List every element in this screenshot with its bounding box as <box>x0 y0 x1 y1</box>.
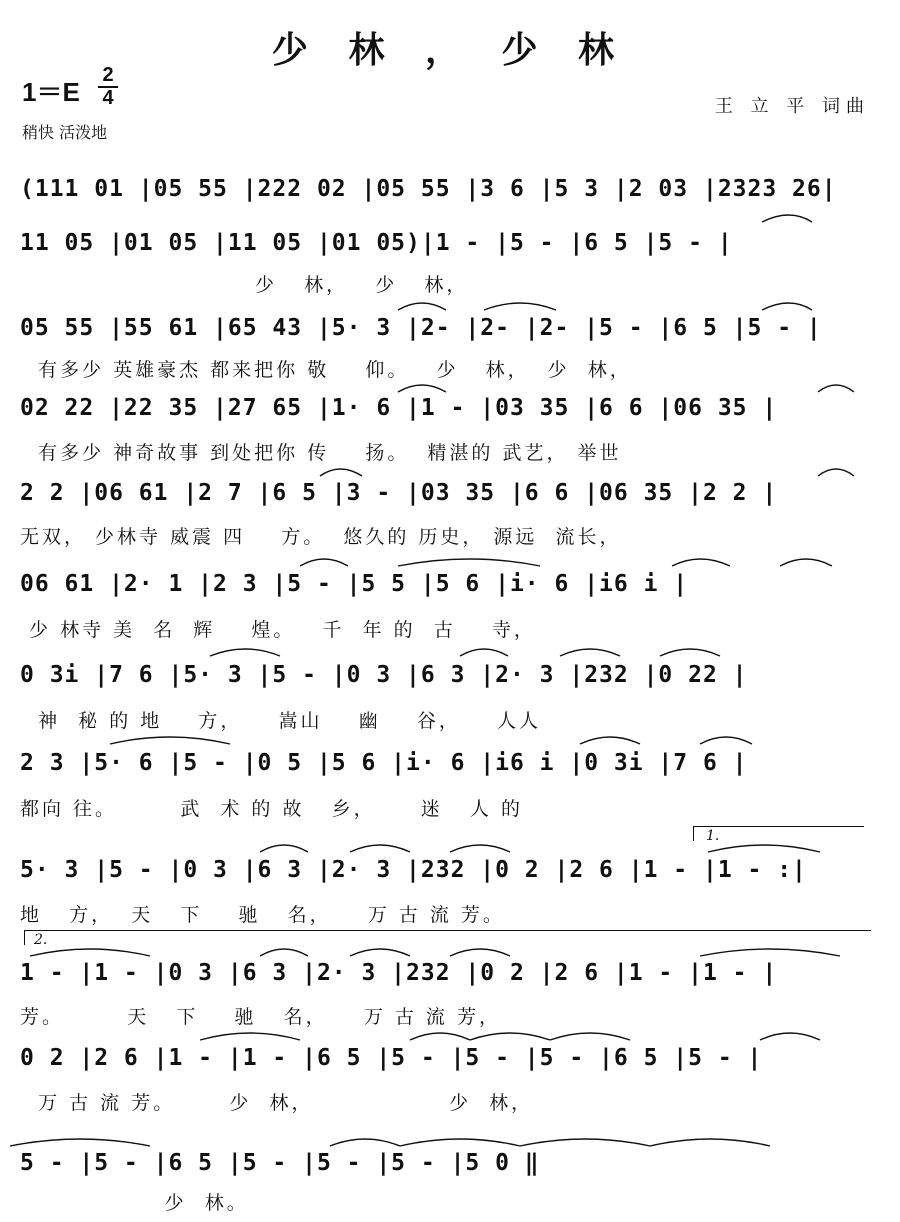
slur <box>700 949 840 956</box>
music-line-10: 1 - |1 - |0 3 |6 3 |2· 3 |232 |0 2 |2 6 |1 - |1 - | <box>20 960 778 986</box>
slur <box>300 559 348 566</box>
slur <box>260 949 308 956</box>
slur <box>460 649 508 656</box>
slur <box>398 303 446 310</box>
slur <box>330 1139 400 1146</box>
slur <box>400 1139 520 1146</box>
slur <box>580 737 640 744</box>
lyric-line-2: 少 林， 少 林， <box>20 274 469 296</box>
slur <box>760 1033 820 1040</box>
slur <box>550 1033 630 1040</box>
lyric-line-8: 都向 往。 武 术 的 故 乡， 迷 人 的 <box>20 798 523 820</box>
first-ending-label: 1. <box>706 828 720 844</box>
music-line-3: 05 55 |55 61 |65 43 |5· 3 |2- |2- |2- |5 - |6 5 |5 - | <box>20 315 822 341</box>
lyric-line-5: 无双， 少林寺 威震 四 方。 悠久的 历史， 源远 流长， <box>20 526 622 548</box>
lyric-line-3: 有多少 英雄豪杰 都来把你 敬 仰。 少 林， 少 林， <box>20 359 632 381</box>
music-line-2: 11 05 |01 05 |11 05 |01 05)|1 - |5 - |6 5 |5 - | <box>20 230 733 256</box>
slur <box>30 949 150 956</box>
music-line-11: 0 2 |2 6 |1 - |1 - |6 5 |5 - |5 - |5 - |6 5 |5 - | <box>20 1045 763 1071</box>
music-line-6: 06 61 |2· 1 |2 3 |5 - |5 5 |5 6 |i· 6 |i6 i | <box>20 571 689 597</box>
slur <box>700 737 752 744</box>
slur <box>762 303 812 310</box>
slur <box>818 469 854 476</box>
slur <box>672 559 730 566</box>
music-line-1: (111 01 |05 55 |222 02 |05 55 |3 6 |5 3 |2 03 |2323 26| <box>20 176 837 202</box>
slur <box>520 1139 650 1146</box>
slur <box>780 559 832 566</box>
slur <box>350 845 410 852</box>
lyric-line-7: 神 秘 的 地 方， 嵩山 幽 谷， 人人 <box>20 710 542 732</box>
key-signature: 1＝E <box>22 77 80 107</box>
slur <box>470 1033 550 1040</box>
music-line-4: 02 22 |22 35 |27 65 |1· 6 |1 - |03 35 |6 6 |06 35 | <box>20 395 778 421</box>
lyric-line-11: 万 古 流 芳。 少 林， 少 林， <box>20 1092 534 1114</box>
time-signature-bottom: 4 <box>102 87 114 109</box>
slur <box>260 845 308 852</box>
song-title: 少 林 ， 少 林 <box>271 29 629 71</box>
slur <box>484 303 556 310</box>
slur <box>708 845 820 852</box>
music-line-7: 0 3i |7 6 |5· 3 |5 - |0 3 |6 3 |2· 3 |232 |0 22 | <box>20 662 748 688</box>
slur <box>398 385 446 392</box>
music-line-5: 2 2 |06 61 |2 7 |6 5 |3 - |03 35 |6 6 |06 35 |2 2 | <box>20 480 778 506</box>
slur <box>818 385 854 392</box>
slur <box>560 649 620 656</box>
music-line-8: 2 3 |5· 6 |5 - |0 5 |5 6 |i· 6 |i6 i |0 3i |7 6 | <box>20 750 748 776</box>
lyric-line-10: 芳。 天 下 驰 名， 万 古 流 芳， <box>20 1006 501 1028</box>
slur <box>762 215 812 222</box>
slur <box>350 949 410 956</box>
slur <box>398 559 540 566</box>
lyric-line-12: 少 林。 <box>20 1192 249 1214</box>
slur <box>450 845 510 852</box>
slur <box>110 737 230 744</box>
slur <box>650 1139 770 1146</box>
tempo-marking: 稍快 活泼地 <box>22 123 108 142</box>
credits: 王 立 平 词曲 <box>714 96 870 117</box>
slur <box>320 469 362 476</box>
slur <box>210 649 280 656</box>
music-line-12: 5 - |5 - |6 5 |5 - |5 - |5 - |5 0 ‖ <box>20 1150 540 1176</box>
second-ending-label: 2. <box>34 932 48 948</box>
slur <box>200 1033 300 1040</box>
lyric-line-4: 有多少 神奇故事 到处把你 传 扬。 精湛的 武艺， 举世 <box>20 442 622 464</box>
time-signature-top: 2 <box>102 64 114 86</box>
slur <box>10 1139 150 1146</box>
lyric-line-9: 地 方， 天 下 驰 名， 万 古 流 芳。 <box>20 904 505 926</box>
slur <box>660 649 720 656</box>
music-line-9: 5· 3 |5 - |0 3 |6 3 |2· 3 |232 |0 2 |2 6 |1 - |1 - :| <box>20 857 807 883</box>
slur <box>450 949 510 956</box>
slur <box>410 1033 470 1040</box>
lyric-line-6: 少 林寺 美 名 辉 煌。 千 年 的 古 寺， <box>20 619 536 641</box>
